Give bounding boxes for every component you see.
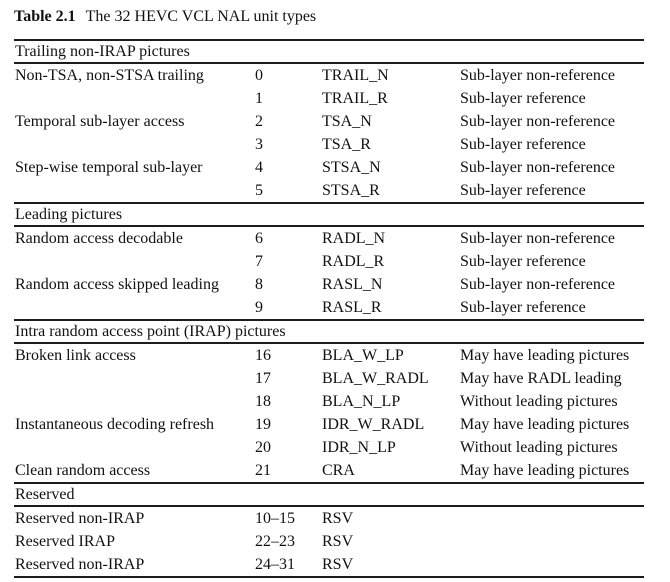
- cell-nal-unit-name: BLA_W_RADL: [322, 370, 429, 387]
- cell-nal-unit-name: BLA_N_LP: [322, 393, 401, 410]
- table-row: [14, 459, 644, 482]
- cell-nal-unit-name: TSA_R: [322, 136, 371, 153]
- cell-picture-class: Clean random access: [15, 462, 151, 479]
- cell-nal-unit-name: RSV: [322, 556, 354, 573]
- cell-nal-unit-name: IDR_W_RADL: [322, 416, 425, 433]
- cell-nal-type-value: 4: [255, 159, 263, 176]
- cell-picture-class: Instantaneous decoding refresh: [15, 416, 215, 433]
- cell-nal-type-value: 19: [255, 416, 271, 433]
- cell-meaning: Sub-layer non-reference: [460, 67, 616, 84]
- section-header: Leading pictures: [14, 202, 644, 227]
- cell-nal-type-value: 10–15: [255, 510, 295, 527]
- cell-meaning: Sub-layer non-reference: [460, 159, 616, 176]
- cell-nal-type-value: 9: [255, 299, 263, 316]
- cell-nal-unit-name: RASL_N: [322, 276, 383, 293]
- cell-nal-type-value: 20: [255, 439, 271, 456]
- cell-picture-class: Non-TSA, non-STSA trailing: [15, 67, 204, 84]
- cell-nal-unit-name: TSA_N: [322, 113, 372, 130]
- cell-picture-class: Reserved IRAP: [15, 533, 115, 550]
- section-header: Trailing non-IRAP pictures: [14, 39, 644, 64]
- cell-nal-unit-name: RSV: [322, 510, 354, 527]
- cell-nal-unit-name: TRAIL_R: [322, 90, 388, 107]
- table-caption-label: Table 2.1: [14, 8, 76, 25]
- table-row: [14, 179, 644, 202]
- cell-nal-unit-name: CRA: [322, 462, 355, 479]
- table-row: [14, 227, 644, 250]
- cell-meaning: Without leading pictures: [460, 439, 618, 456]
- cell-meaning: Sub-layer reference: [460, 253, 586, 270]
- cell-meaning: Sub-layer non-reference: [460, 230, 616, 247]
- cell-nal-type-value: 8: [255, 276, 263, 293]
- cell-meaning: Sub-layer reference: [460, 182, 586, 199]
- table-row: [14, 553, 644, 576]
- cell-nal-type-value: 24–31: [255, 556, 295, 573]
- table-row: [14, 110, 644, 133]
- cell-picture-class: Random access decodable: [15, 230, 183, 247]
- table-caption-text: The 32 HEVC VCL NAL unit types: [85, 8, 317, 25]
- table-row: [14, 344, 644, 367]
- cell-picture-class: Random access skipped leading: [15, 276, 219, 293]
- table-row: [14, 367, 644, 390]
- cell-nal-unit-name: BLA_W_LP: [322, 347, 404, 364]
- cell-nal-type-value: 22–23: [255, 533, 295, 550]
- section-header: Intra random access point (IRAP) pictures: [14, 319, 644, 344]
- table-row: [14, 87, 644, 110]
- table-row: [14, 507, 644, 530]
- table-row: [14, 530, 644, 553]
- cell-nal-unit-name: IDR_N_LP: [322, 439, 396, 456]
- cell-meaning: Sub-layer reference: [460, 136, 586, 153]
- section-header: Reserved: [14, 482, 644, 507]
- cell-nal-type-value: 17: [255, 370, 271, 387]
- table-row: [14, 64, 644, 87]
- cell-meaning: Sub-layer reference: [460, 90, 586, 107]
- cell-nal-unit-name: RASL_R: [322, 299, 382, 316]
- cell-nal-unit-name: STSA_R: [322, 182, 380, 199]
- cell-meaning: May have leading pictures: [460, 416, 630, 433]
- cell-picture-class: Broken link access: [15, 347, 136, 364]
- cell-nal-unit-name: RADL_R: [322, 253, 385, 270]
- cell-nal-type-value: 6: [255, 230, 263, 247]
- cell-meaning: Without leading pictures: [460, 393, 618, 410]
- cell-nal-type-value: 1: [255, 90, 263, 107]
- table-row: [14, 156, 644, 179]
- cell-nal-type-value: 21: [255, 462, 271, 479]
- table-row: [14, 436, 644, 459]
- cell-meaning: May have RADL leading: [460, 370, 622, 387]
- cell-picture-class: Step-wise temporal sub-layer: [15, 159, 203, 176]
- table-row: [14, 133, 644, 156]
- table-row: [14, 250, 644, 273]
- cell-nal-unit-name: RADL_N: [322, 230, 386, 247]
- cell-meaning: May have leading pictures: [460, 462, 630, 479]
- cell-meaning: Sub-layer non-reference: [460, 276, 616, 293]
- cell-picture-class: Temporal sub-layer access: [15, 113, 185, 130]
- cell-meaning: Sub-layer non-reference: [460, 113, 616, 130]
- cell-nal-type-value: 5: [255, 182, 263, 199]
- table-row: [14, 413, 644, 436]
- table-caption: [14, 8, 656, 26]
- cell-nal-type-value: 18: [255, 393, 271, 410]
- table-row: [14, 273, 644, 296]
- cell-meaning: May have leading pictures: [460, 347, 630, 364]
- cell-nal-type-value: 7: [255, 253, 263, 270]
- cell-meaning: Sub-layer reference: [460, 299, 586, 316]
- cell-nal-type-value: 2: [255, 113, 263, 130]
- cell-nal-unit-name: STSA_N: [322, 159, 381, 176]
- cell-nal-type-value: 3: [255, 136, 263, 153]
- cell-nal-unit-name: TRAIL_N: [322, 67, 389, 84]
- cell-picture-class: Reserved non-IRAP: [15, 510, 145, 527]
- nal-unit-types-table: [14, 39, 644, 578]
- cell-nal-unit-name: RSV: [322, 533, 354, 550]
- table-row: [14, 296, 644, 319]
- cell-nal-type-value: 16: [255, 347, 271, 364]
- cell-nal-type-value: 0: [255, 67, 263, 84]
- table-row: [14, 390, 644, 413]
- cell-picture-class: Reserved non-IRAP: [15, 556, 145, 573]
